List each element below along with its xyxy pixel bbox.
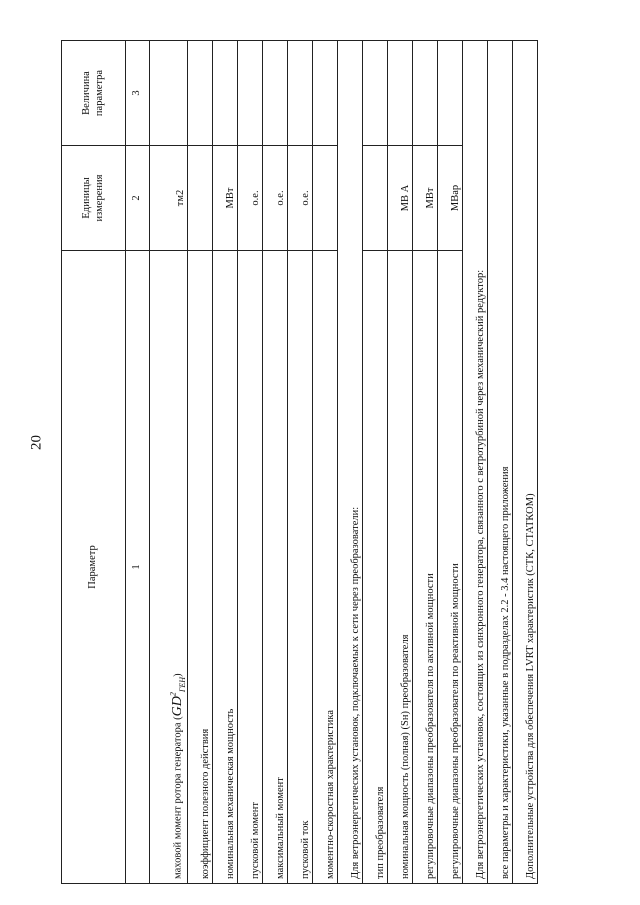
value-cell <box>213 41 238 146</box>
header-param: Параметр <box>62 251 126 884</box>
header-value-line2: параметра <box>93 69 105 117</box>
table-row <box>438 41 463 884</box>
header-value <box>62 41 126 146</box>
unit-cell: о.е. <box>288 146 313 251</box>
value-cell <box>438 41 463 146</box>
table-row <box>150 41 188 884</box>
section-note: Дополнительные устройства для обеспечения LVRT характеристик (СТК, СТАТКОМ) <box>513 41 538 884</box>
unit-cell: тм2 <box>150 146 188 251</box>
value-cell <box>363 41 388 146</box>
table-row <box>313 41 338 884</box>
gd-sup: 2 <box>168 692 178 697</box>
table-row <box>413 41 438 884</box>
param-cell: максимальный момент <box>263 251 288 884</box>
header-value-line1: Величина <box>81 71 93 115</box>
param-cell: номинальная мощность (полная) (Sн) преобразователя <box>388 251 413 884</box>
parameters-table <box>61 40 538 884</box>
flywheel-prefix: маховой момент ротора генератора ( <box>173 716 185 879</box>
unit-cell <box>188 146 213 251</box>
param-cell: пусковой момент <box>238 251 263 884</box>
table-header-row <box>62 41 126 884</box>
unit-cell: МВ А <box>388 146 413 251</box>
param-cell: коэффициент полезного действия <box>188 251 213 884</box>
table-row <box>188 41 213 884</box>
value-cell <box>238 41 263 146</box>
unit-cell <box>313 146 338 251</box>
table-row <box>363 41 388 884</box>
section-note: все параметры и характеристики, указанные в подразделах 2.2 - 3.4 настоящего приложения <box>488 41 513 884</box>
gd-base: GD <box>170 696 186 717</box>
section-heading: Для ветроэнергетических установок, состоящих из синхронного генератора, связанного с ветротурбиной через механический редуктор: <box>463 41 488 884</box>
unit-cell: МВт <box>213 146 238 251</box>
table-row <box>388 41 413 884</box>
value-cell <box>288 41 313 146</box>
value-cell <box>313 41 338 146</box>
section-row <box>513 41 538 884</box>
unit-cell <box>363 146 388 251</box>
table-row <box>288 41 313 884</box>
unit-cell: МВт <box>413 146 438 251</box>
param-cell: регулировочные диапазоны преобразователя по реактивной мощности <box>438 251 463 884</box>
param-cell: номинальная механическая мощность <box>213 251 238 884</box>
section-row <box>338 41 363 884</box>
param-cell: тип преобразователя <box>363 251 388 884</box>
header-unit <box>62 146 126 251</box>
value-cell <box>413 41 438 146</box>
column-number-row <box>126 41 150 884</box>
unit-cell: о.е. <box>263 146 288 251</box>
rotated-table-container <box>61 41 538 884</box>
value-cell <box>388 41 413 146</box>
flywheel-suffix: ) <box>173 673 185 677</box>
col-number-3: 3 <box>126 41 150 146</box>
section-heading: Для ветроэнергетических установок, подключаемых к сети через преобразователи: <box>338 41 363 884</box>
param-cell: регулировочные диапазоны преобразователя по активной мощности <box>413 251 438 884</box>
table-row <box>213 41 238 884</box>
page-number: 20 <box>28 435 45 450</box>
table-row <box>238 41 263 884</box>
table-row <box>263 41 288 884</box>
value-cell <box>188 41 213 146</box>
value-cell <box>150 41 188 146</box>
param-cell: моментно-скоростная характеристика <box>313 251 338 884</box>
param-cell <box>150 251 188 884</box>
header-unit-line1: Единицы <box>81 177 93 219</box>
section-row <box>463 41 488 884</box>
col-number-1: 1 <box>126 251 150 884</box>
value-cell <box>263 41 288 146</box>
header-unit-line2: измерения <box>93 174 105 222</box>
unit-cell: МВар <box>438 146 463 251</box>
param-cell: пусковой ток <box>288 251 313 884</box>
col-number-2: 2 <box>126 146 150 251</box>
unit-cell: о.е. <box>238 146 263 251</box>
section-row <box>488 41 513 884</box>
gd-formula <box>170 677 185 716</box>
gd-sub: ГЕН <box>177 676 187 693</box>
